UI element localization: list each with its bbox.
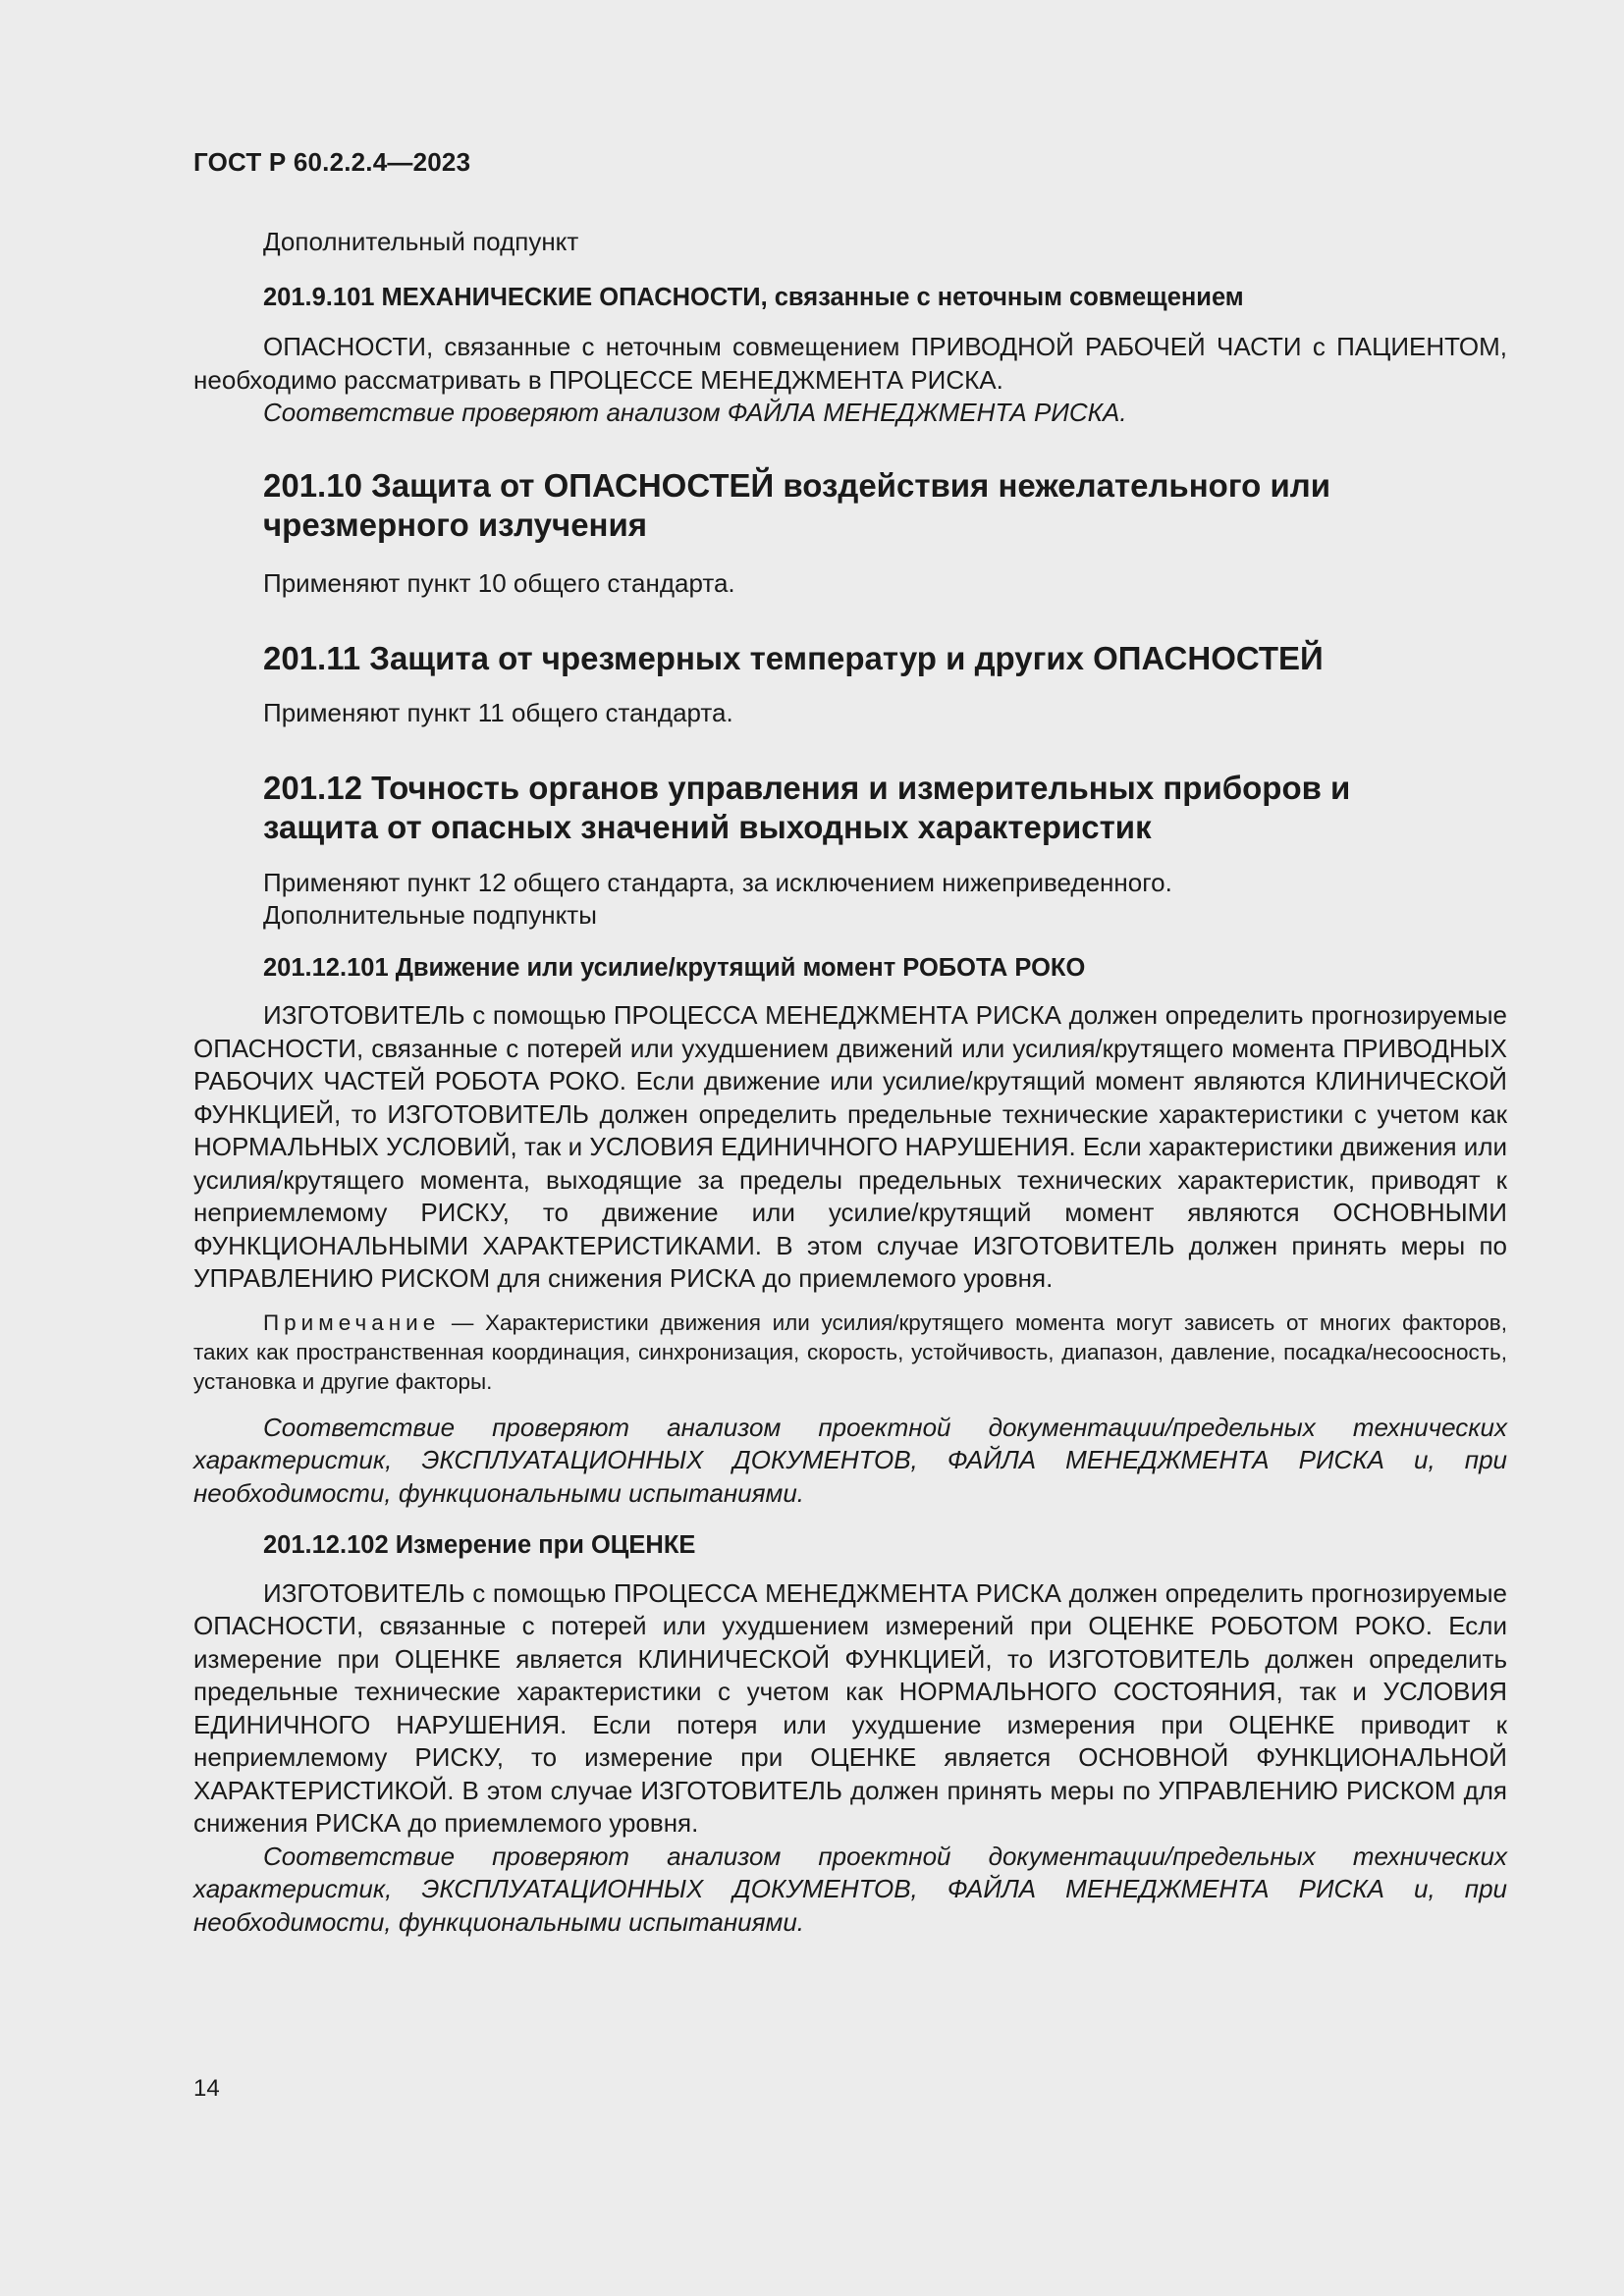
compliance-201-12-102: Соответствие проверяют анализом проектной документации/предельных технических характеристик, ЭКСПЛУАТАЦИОННЫХ ДОКУМЕНТОВ, ФАЙЛА МЕНЕДЖМЕНТА РИСКА и, при необходимости, функциональными испытаниями. bbox=[193, 1841, 1507, 1937]
page-content bbox=[193, 226, 1507, 1939]
paragraph-201-12-101-body: ИЗГОТОВИТЕЛЬ с помощью ПРОЦЕССА МЕНЕДЖМЕНТА РИСКА должен определить прогнозируемые ОПАСНОСТИ, связанные с потерей или ухудшением движений или усилия/крутящего момента ПРИВОДНЫХ РАБОЧИХ ЧАСТЕЙ РОБОТА РОКО. Если движение или усилие/крутящий момент являются КЛИНИЧЕСКОЙ ФУНКЦИЕЙ, то ИЗГОТОВИТЕЛЬ должен определить предельные технические характеристики с учетом как НОРМАЛЬНЫХ УСЛОВИЙ, так и УСЛОВИЯ ЕДИНИЧНОГО НАРУШЕНИЯ. Если характеристики движения или усилия/крутящего момента, выходящие за пределы предельных технических характеристик, приводят к неприемлемому РИСКУ, то движение или усилие/крутящий момент являются ОСНОВНЫМИ ФУНКЦИОНАЛЬНЫМИ ХАРАКТЕРИСТИКАМИ. В этом случае ИЗГОТОВИТЕЛЬ должен принять меры по УПРАВЛЕНИЮ РИСКОМ для снижения РИСКА до приемлемого уровня. bbox=[193, 1000, 1508, 1293]
paragraph-201-10-body: Применяют пункт 10 общего стандарта. bbox=[263, 567, 735, 598]
subclause-title-201-9-101: 201.9.101 МЕХАНИЧЕСКИЕ ОПАСНОСТИ, связанные с неточным совмещением bbox=[263, 283, 1244, 311]
paragraph-additional-subclauses: Дополнительные подпункты bbox=[263, 900, 597, 930]
note-label: Примечание bbox=[263, 1309, 441, 1335]
page-number: 14 bbox=[193, 2075, 220, 2102]
heading-201-10: 201.10 Защита от ОПАСНОСТЕЙ воздействия нежелательного или чрезмерного излучения bbox=[263, 466, 1330, 543]
paragraph-additional-subclause: Дополнительный подпункт bbox=[263, 227, 579, 256]
standard-designation: ГОСТ Р 60.2.2.4—2023 bbox=[193, 147, 471, 177]
paragraph-201-12-body: Применяют пункт 12 общего стандарта, за исключением нижеприведенного. bbox=[263, 867, 1172, 897]
paragraph-201-9-101-body: ОПАСНОСТИ, связанные с неточным совмещением ПРИВОДНОЙ РАБОЧЕЙ ЧАСТИ с ПАЦИЕНТОМ, необходимо рассматривать в ПРОЦЕССЕ МЕНЕДЖМЕНТА РИСКА. bbox=[193, 332, 1507, 395]
compliance-201-9-101: Соответствие проверяют анализом ФАЙЛА МЕНЕДЖМЕНТА РИСКА. bbox=[263, 398, 1127, 427]
subclause-title-201-12-101: 201.12.101 Движение или усилие/крутящий момент РОБОТА РОКО bbox=[263, 953, 1086, 982]
note bbox=[193, 1308, 1507, 1397]
paragraph-201-11-body: Применяют пункт 11 общего стандарта. bbox=[263, 698, 733, 727]
note-text: — Характеристики движения или усилия/крутящего момента могут зависеть от многих факторов, таких как пространственная координация, синхронизация, скорость, устойчивость, диапазон, давление, посадка/несоосность, установка и другие факторы. bbox=[193, 1309, 1507, 1394]
heading-201-11: 201.11 Защита от чрезмерных температур и других ОПАСНОСТЕЙ bbox=[263, 640, 1324, 676]
subclause-title-201-12-102: 201.12.102 Измерение при ОЦЕНКЕ bbox=[263, 1531, 696, 1559]
paragraph-201-12-102-body: ИЗГОТОВИТЕЛЬ с помощью ПРОЦЕССА МЕНЕДЖМЕНТА РИСКА должен определить прогнозируемые ОПАСНОСТИ, связанные с потерей или ухудшением измерений при ОЦЕНКЕ РОБОТОМ РОКО. Если измерение при ОЦЕНКЕ является КЛИНИЧЕСКОЙ ФУНКЦИЕЙ, то ИЗГОТОВИТЕЛЬ должен определить предельные технические характеристики с учетом как НОРМАЛЬНОГО СОСТОЯНИЯ, так и УСЛОВИЯ ЕДИНИЧНОГО НАРУШЕНИЯ. Если потеря или ухудшение измерения при ОЦЕНКЕ приводит к неприемлемому РИСКУ, то измерение при ОЦЕНКЕ является ОСНОВНОЙ ФУНКЦИОНАЛЬНОЙ ХАРАКТЕРИСТИКОЙ. В этом случае ИЗГОТОВИТЕЛЬ должен принять меры по УПРАВЛЕНИЮ РИСКОМ для снижения РИСКА до приемлемого уровня. bbox=[193, 1577, 1507, 1838]
heading-201-12: 201.12 Точность органов управления и измерительных приборов и защита от опасных значений выходных характеристик bbox=[263, 769, 1351, 845]
compliance-201-12-101: Соответствие проверяют анализом проектной документации/предельных технических характеристик, ЭКСПЛУАТАЦИОННЫХ ДОКУМЕНТОВ, ФАЙЛА МЕНЕДЖМЕНТА РИСКА и, при необходимости, функциональными испытаниями. bbox=[193, 1412, 1507, 1508]
